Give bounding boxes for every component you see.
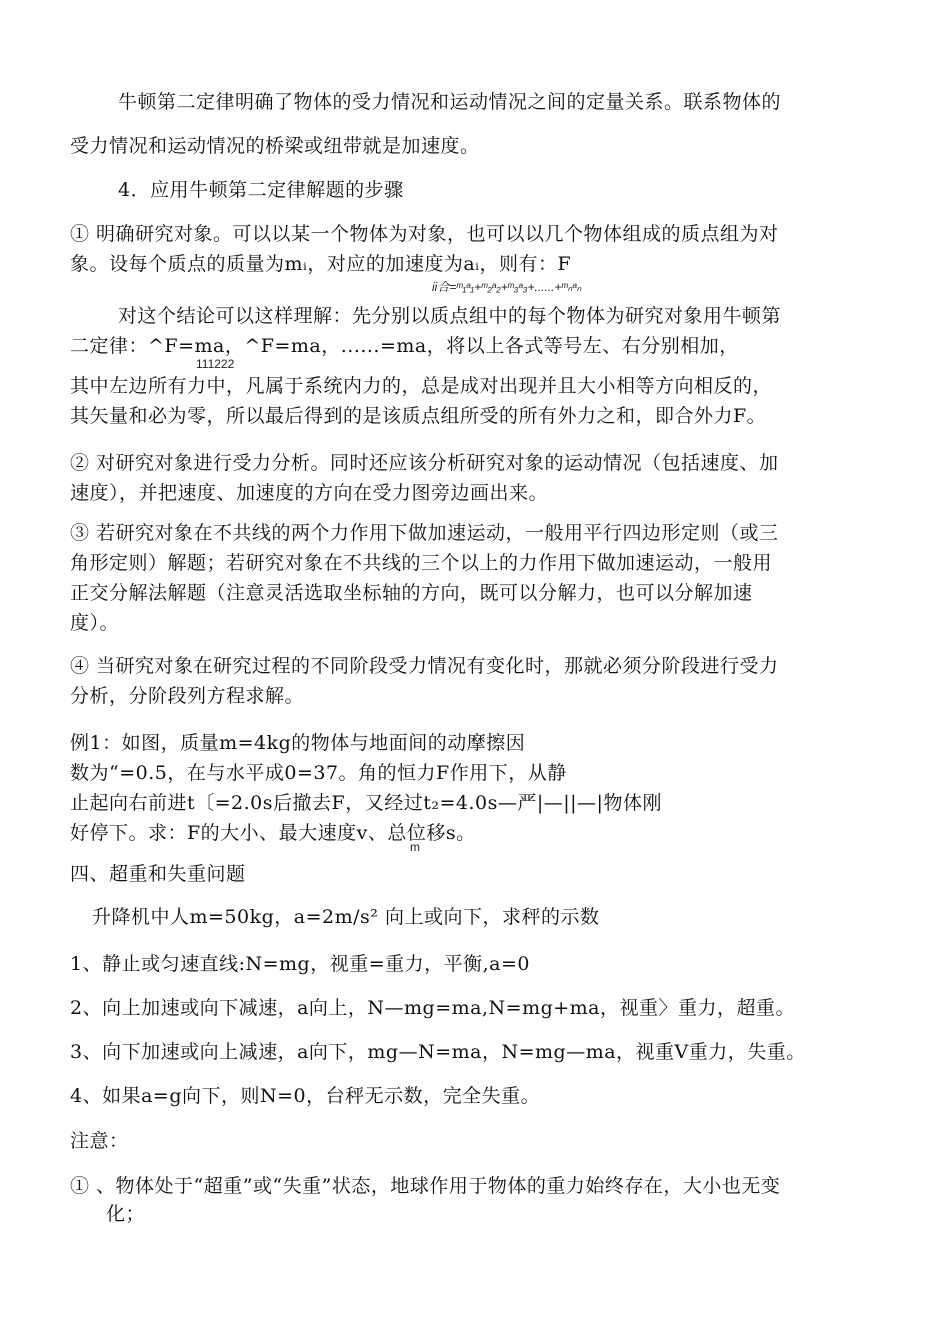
paragraph-line: 角形定则）解题；若研究对象在不共线的三个以上的力作用下做加速运动，一般用 <box>70 552 773 574</box>
paragraph-line: 分析，分阶段列方程求解。 <box>70 685 305 707</box>
paragraph-line: 其中左边所有力中，凡属于系统内力的，总是成对出现并且大小相等方向相反的， <box>70 375 773 397</box>
example-line: 数为“=0.5，在与水平成0=37。角的恒力F作用下，从静 <box>70 762 567 784</box>
paragraph-line: ③ 若研究对象在不共线的两个力作用下做加速运动，一般用平行四边形定则（或三 <box>70 522 779 544</box>
list-item: ① 、物体处于“超重”或“失重”状态，地球作用于物体的重力始终存在，大小也无变 <box>70 1175 781 1197</box>
section-heading: 注意： <box>70 1130 129 1152</box>
paragraph-line: 对这个结论可以这样理解：先分别以质点组中的每个物体为研究对象用牛顿第 <box>118 305 782 327</box>
section-heading: 四、超重和失重问题 <box>70 863 246 885</box>
list-item: 4、如果a=g向下，则N=0，台秤无示数，完全失重。 <box>70 1085 541 1107</box>
paragraph-line: ② 对研究对象进行受力分析。同时还应该分析研究对象的运动情况（包括速度、加 <box>70 452 779 474</box>
paragraph-line: 牛顿第二定律明确了物体的受力情况和运动情况之间的定量关系。联系物体的 <box>118 91 782 113</box>
list-item: 3、向下加速或向上减速，a向下，mg—N=ma，N=mg—ma，视重V重力，失重。 <box>70 1041 806 1063</box>
paragraph-line: ① 明确研究对象。可以以某一个物体为对象，也可以以几个物体组成的质点组为对 <box>70 223 779 245</box>
example-line: 例1：如图，质量m=4kg的物体与地面间的动摩擦因 <box>70 732 526 754</box>
list-item: 化； <box>106 1203 146 1225</box>
section-heading: 4．应用牛顿第二定律解题的步骤 <box>118 179 404 201</box>
paragraph-line: 受力情况和运动情况的桥梁或纽带就是加速度。 <box>70 135 480 157</box>
paragraph-line: 速度），并把速度、加速度的方向在受力图旁边画出来。 <box>70 482 549 504</box>
paragraph-line: ④ 当研究对象在研究过程的不同阶段受力情况有变化时，那就必须分阶段进行受力 <box>70 655 779 677</box>
paragraph-line: 度）。 <box>70 612 120 634</box>
example-line: 止起向右前进t〔=2.0s后撤去F，又经过t₂=4.0s—严|—||—|物体刚 <box>70 792 662 814</box>
formula-subscript: ii合=ᵐ₁ᵃ₁+ᵐ₂ᵃ₂+ᵐ₃ᵃ₃+......+ᵐₙᵃₙ <box>432 280 582 294</box>
list-item: 2、向上加速或向下减速，a向上，N—mg=ma,N=mg+ma，视重〉重力，超重。 <box>70 997 796 1019</box>
paragraph-line: 其矢量和必为零，所以最后得到的是该质点组所受的所有外力之和，即合外力F。 <box>70 405 767 427</box>
paragraph-line: 象。设每个质点的质量为mᵢ，对应的加速度为aᵢ，则有：F <box>70 253 572 275</box>
example-line: 好停下。求：F的大小、最大速度v、总位移s。 <box>70 822 476 844</box>
paragraph-line: 正交分解法解题（注意灵活选取坐标轴的方向，既可以分解力，也可以分解加速 <box>70 582 753 604</box>
paragraph-line: 升降机中人m=50kg，a=2m/s² 向上或向下，求秤的示数 <box>92 906 600 928</box>
list-item: 1、静止或匀速直线:N=mg，视重=重力，平衡,a=0 <box>70 953 531 975</box>
formula-subscript: 111222 <box>196 357 235 371</box>
formula-subscript: m <box>410 840 420 854</box>
paragraph-line: 二定律：^F=ma，^F=ma，......=ma，将以上各式等号左、右分别相加， <box>70 335 739 357</box>
